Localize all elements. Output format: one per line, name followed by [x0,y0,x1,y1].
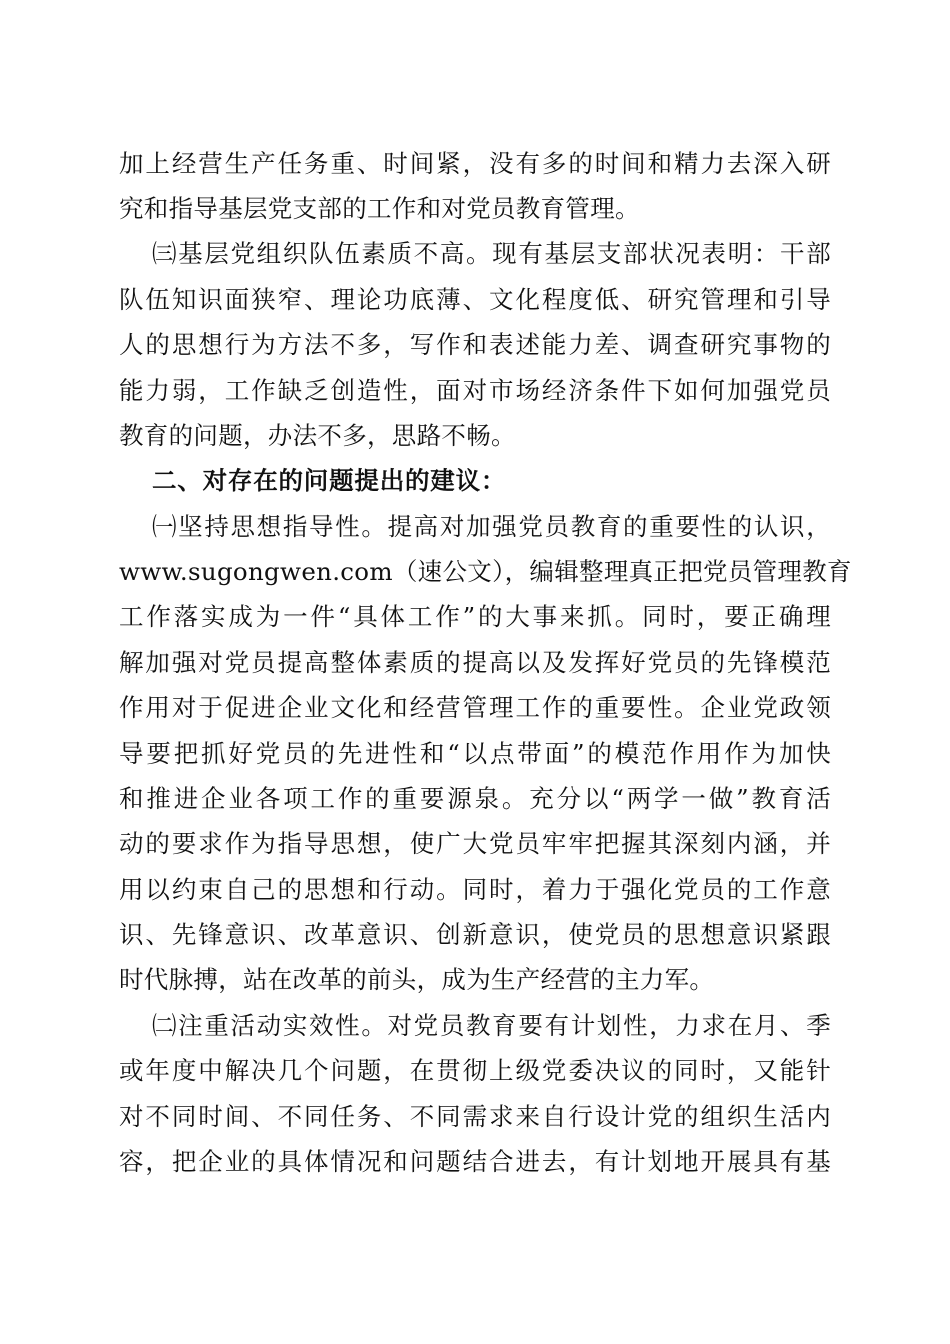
section-heading: 二、对存在的问题提出的建议： [152,466,507,495]
text-line: 识、先锋意识、改革意识、创新意识，使党员的思想意识紧跟 [119,920,831,949]
text-line: www.sugongwen.com（速公文），编辑整理真正把党员管理教育 [119,557,852,586]
text-line: 工作落实成为一件“具体工作”的大事来抓。同时，要正确理 [119,602,831,631]
text-line: ㈡注重活动实效性。对党员教育要有计划性，力求在月、季 [152,1011,831,1040]
text-line: ㈠坚持思想指导性。提高对加强党员教育的重要性的认识， [152,512,831,541]
text-line: 和推进企业各项工作的重要源泉。充分以“两学一做”教育活 [119,784,831,813]
text-line: 解加强对党员提高整体素质的提高以及发挥好党员的先锋模范 [119,648,831,677]
text-line: 对不同时间、不同任务、不同需求来自行设计党的组织生活内 [119,1102,831,1131]
text-line: 容，把企业的具体情况和问题结合进去，有计划地开展具有基 [119,1147,831,1176]
text-line: 加上经营生产任务重、时间紧，没有多的时间和精力去深入研 [119,149,831,178]
text-line: 用以约束自己的思想和行动。同时，着力于强化党员的工作意 [119,875,831,904]
text-line: ㈢基层党组织队伍素质不高。现有基层支部状况表明：干部 [152,239,831,268]
text-line: 导要把抓好党员的先进性和“以点带面”的模范作用作为加快 [119,739,831,768]
text-line: 究和指导基层党支部的工作和对党员教育管理。 [119,194,640,223]
text-line: 时代脉搏，站在改革的前头，成为生产经营的主力军。 [119,965,715,994]
text-line: 教育的问题，办法不多，思路不畅。 [119,421,516,450]
text-line: 作用对于促进企业文化和经营管理工作的重要性。企业党政领 [119,693,831,722]
text-line: 队伍知识面狭窄、理论功底薄、文化程度低、研究管理和引导 [119,285,831,314]
text-line: 人的思想行为方法不多，写作和表述能力差、调查研究事物的 [119,330,831,359]
text-line: 能力弱，工作缺乏创造性，面对市场经济条件下如何加强党员 [119,376,831,405]
text-line: 或年度中解决几个问题，在贯彻上级党委决议的同时，又能针 [119,1056,831,1085]
text-line: 动的要求作为指导思想，使广大党员牢牢把握其深刻内涵，并 [119,829,831,858]
